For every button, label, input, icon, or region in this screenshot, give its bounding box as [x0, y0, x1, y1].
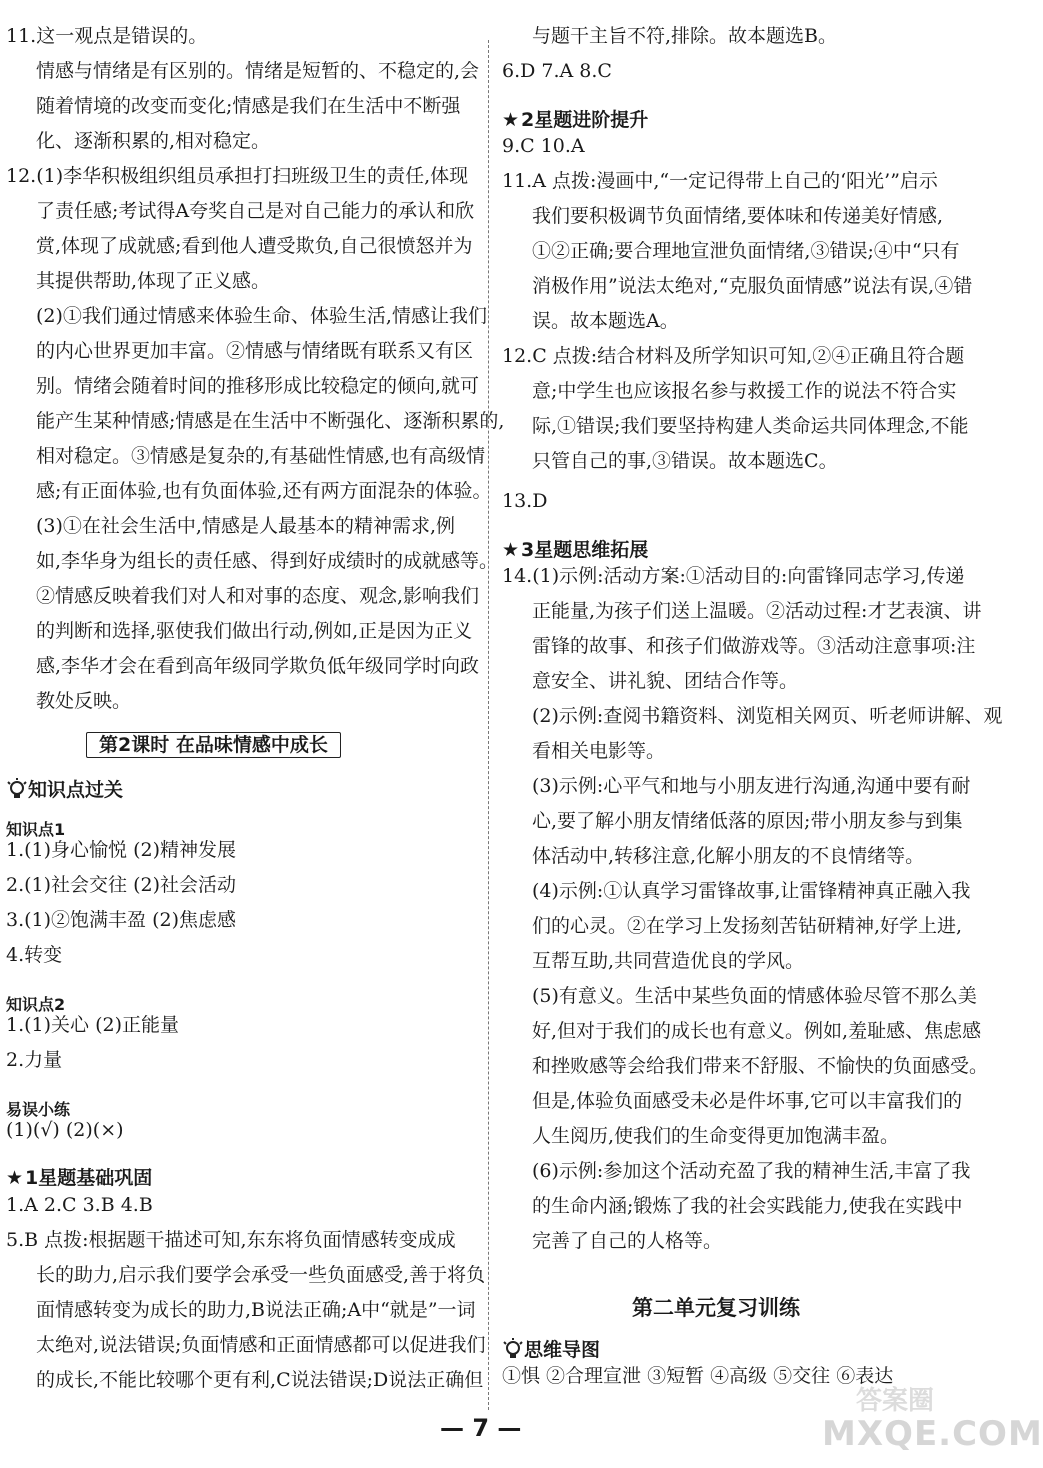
text-line: 正能量,为孩子们送上温暖。②活动过程:才艺表演、讲	[532, 600, 982, 622]
text-line: 互帮互助,共同营造优良的学风。	[532, 950, 805, 972]
text-line: 的判断和选择,驱使我们做出行动,例如,正是因为正义	[36, 620, 473, 642]
text-line: 但是,体验负面感受未必是件坏事,它可以丰富我们的	[532, 1090, 963, 1112]
text-line: 消极作用”说法太绝对,“克服负面情感”说法有误,④错	[532, 275, 973, 297]
lightbulb-icon	[502, 1338, 524, 1362]
text-line: 教处反映。	[36, 690, 132, 712]
text-line: 感,李华才会在看到高年级同学欺负低年级同学时向政	[36, 655, 480, 677]
text-line: ①惧 ②合理宣泄 ③短暂 ④高级 ⑤交往 ⑥表达	[502, 1365, 894, 1387]
text-line: 看相关电影等。	[532, 740, 666, 762]
text-line: 1.A 2.C 3.B 4.B	[6, 1194, 153, 1216]
text-line: 12.C 点拨:结合材料及所学知识可知,②④正确且符合题	[502, 345, 965, 367]
text-line: 完善了自己的人格等。	[532, 1230, 723, 1252]
column-divider	[488, 40, 489, 1410]
text-line: (1)(√) (2)(×)	[6, 1119, 124, 1141]
star1-heading: ★ 1星题基础巩固	[6, 1167, 153, 1189]
text-line: ②情感反映着我们对人和对事的态度、观念,影响我们	[36, 585, 480, 607]
watermark-logo: 答案圈	[856, 1386, 935, 1416]
text-line: 了责任感;考试得A夸奖自己是对自己能力的承认和欣	[36, 200, 475, 222]
text-line: 面情感转变为成长的助力,B说法正确;A中“就是”一词	[36, 1299, 476, 1321]
star-icon: ★	[502, 109, 520, 131]
mindmap-heading: 思维导图	[502, 1338, 600, 1362]
knowledge-heading: 知识点过关	[6, 778, 123, 802]
text-line: 随着情境的改变而变化;情感是我们在生活中不断强	[36, 95, 461, 117]
text-line: 其提供帮助,体现了正义感。	[36, 270, 271, 292]
knowledge-point-1: 知识点1	[6, 820, 66, 839]
text-line: 意;中学生也应该报名参与救援工作的说法不符合实	[532, 380, 957, 402]
page-number: — 7 —	[440, 1414, 522, 1442]
text-line: (2)①我们通过情感来体验生命、体验生活,情感让我们	[36, 305, 487, 327]
watermark: MXQE.COM	[822, 1414, 1043, 1454]
text-line: 1.(1)身心愉悦 (2)精神发展	[6, 839, 236, 861]
text-line: ①②正确;要合理地宣泄负面情绪,③错误;④中“只有	[532, 240, 960, 262]
text-line: 5.B 点拨:根据题干描述可知,东东将负面情感转变成成	[6, 1229, 456, 1251]
knowledge-point-2: 知识点2	[6, 995, 66, 1014]
text-line: 相对稳定。③情感是复杂的,有基础性情感,也有高级情	[36, 445, 486, 467]
text-line: 4.转变	[6, 944, 63, 966]
text-line: 如,李华身为组长的责任感、得到好成绩时的成就感等。	[36, 550, 499, 572]
text-line: (5)有意义。生活中某些负面的情感体验尽管不那么美	[532, 985, 977, 1007]
text-line: 与题干主旨不符,排除。故本题选B。	[532, 25, 838, 47]
practice-heading: 易误小练	[6, 1100, 71, 1119]
text-line: 情感与情绪是有区别的。情绪是短暂的、不稳定的,会	[36, 60, 480, 82]
text-line: 长的助力,启示我们要学会承受一些负面感受,善于将负	[36, 1264, 486, 1286]
star2-heading: ★ 2星题进阶提升	[502, 109, 649, 131]
text-line: 太绝对,说法错误;负面情感和正面情感都可以促进我们	[36, 1334, 486, 1356]
star-icon: ★	[502, 539, 520, 561]
text-line: 的生命内涵;锻炼了我的社会实践能力,使我在实践中	[532, 1195, 963, 1217]
text-line: (6)示例:参加这个活动充盈了我的精神生活,丰富了我	[532, 1160, 971, 1182]
text-line: 2.力量	[6, 1049, 63, 1071]
text-line: 心,要了解小朋友情绪低落的原因;带小朋友参与到集	[532, 810, 963, 832]
text-line: 的成长,不能比较哪个更有利,C说法错误;D说法正确但	[36, 1369, 484, 1391]
text-line: (4)示例:①认真学习雷锋故事,让雷锋精神真正融入我	[532, 880, 971, 902]
text-line: 12.(1)李华积极组织组员承担打扫班级卫生的责任,体现	[6, 165, 469, 187]
unit-title: 第二单元复习训练	[632, 1296, 800, 1320]
star3-heading: ★ 3星题思维拓展	[502, 539, 649, 561]
text-line: 际,①错误;我们要坚持构建人类命运共同体理念,不能	[532, 415, 969, 437]
star-icon: ★	[6, 1167, 24, 1189]
text-line: 11.A 点拨:漫画中,“一定记得带上自己的‘阳光’”启示	[502, 170, 938, 192]
lightbulb-icon	[6, 778, 28, 802]
text-line: 们的心灵。②在学习上发扬刻苦钻研精神,好学上进,	[532, 915, 963, 937]
text-line: (2)示例:查阅书籍资料、浏览相关网页、听老师讲解、观	[532, 705, 1003, 727]
text-line: 雷锋的故事、和孩子们做游戏等。③活动注意事项:注	[532, 635, 976, 657]
text-line: 13.D	[502, 490, 548, 512]
text-line: 和挫败感等会给我们带来不舒服、不愉快的负面感受。	[532, 1055, 989, 1077]
text-line: (3)示例:心平气和地与小朋友进行沟通,沟通中要有耐	[532, 775, 971, 797]
text-line: 赏,体现了成就感;看到他人遭受欺负,自己很愤怒并为	[36, 235, 473, 257]
text-line: 3.(1)②饱满丰盈 (2)焦虑感	[6, 909, 236, 931]
text-line: 别。情绪会随着时间的推移形成比较稳定的倾向,就可	[36, 375, 480, 397]
text-line: 体活动中,转移注意,化解小朋友的不良情绪等。	[532, 845, 925, 867]
text-line: 的内心世界更加丰富。②情感与情绪既有联系又有区	[36, 340, 474, 362]
lesson-title: 第2课时 在品味情感中成长	[86, 733, 341, 757]
text-line: (3)①在社会生活中,情感是人最基本的精神需求,例	[36, 515, 455, 537]
text-line: 意安全、讲礼貌、团结合作等。	[532, 670, 799, 692]
text-line: 6.D 7.A 8.C	[502, 60, 612, 82]
text-line: 感;有正面体验,也有负面体验,还有两方面混杂的体验。	[36, 480, 492, 502]
text-line: 9.C 10.A	[502, 135, 585, 157]
text-line: 1.(1)关心 (2)正能量	[6, 1014, 179, 1036]
text-line: 化、逐渐积累的,相对稳定。	[36, 130, 271, 152]
text-line: 11.这一观点是错误的。	[6, 25, 208, 47]
text-line: 我们要积极调节负面情绪,要体味和传递美好情感,	[532, 205, 944, 227]
text-line: 14.(1)示例:活动方案:①活动目的:向雷锋同志学习,传递	[502, 565, 965, 587]
text-line: 人生阅历,使我们的生命变得更加饱满丰盈。	[532, 1125, 900, 1147]
text-line: 能产生某种情感;情感是在生活中不断强化、逐渐积累的,	[36, 410, 505, 432]
text-line: 好,但对于我们的成长也有意义。例如,羞耻感、焦虑感	[532, 1020, 982, 1042]
text-line: 只管自己的事,③错误。故本题选C。	[532, 450, 838, 472]
text-line: 误。故本题选A。	[532, 310, 679, 332]
text-line: 2.(1)社会交往 (2)社会活动	[6, 874, 236, 896]
